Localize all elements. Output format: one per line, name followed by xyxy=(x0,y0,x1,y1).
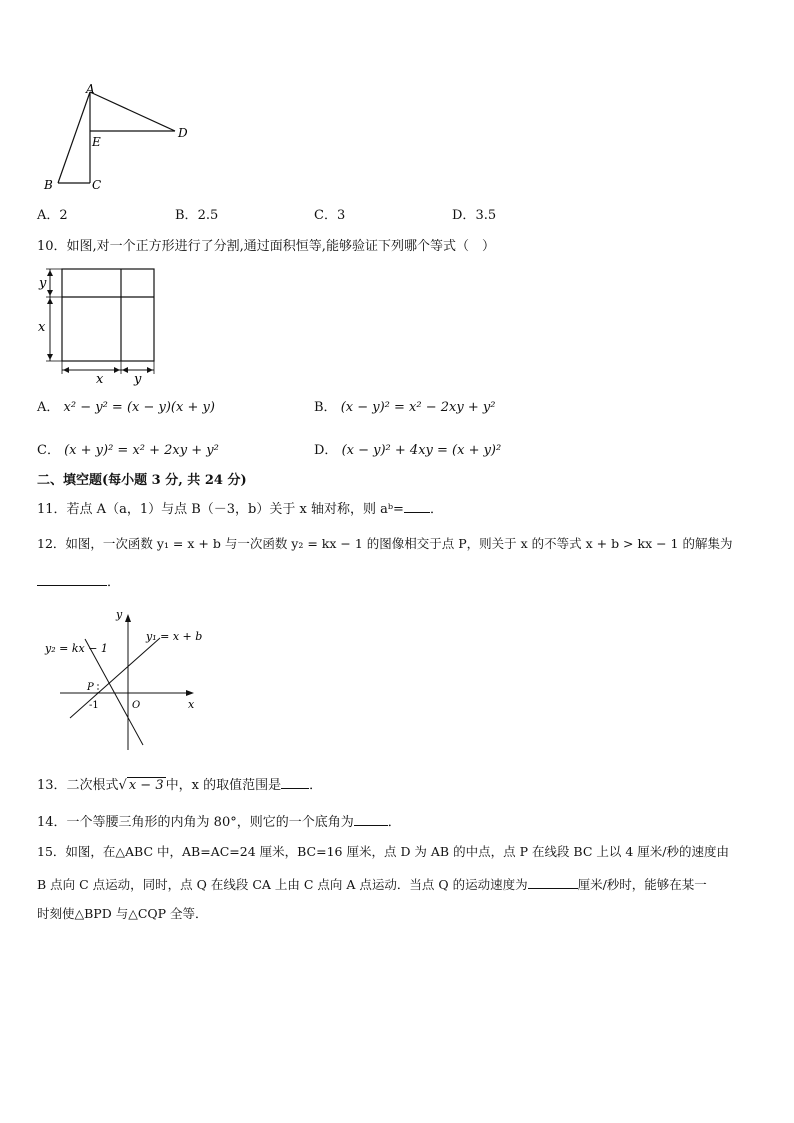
line1-label: y₁ = x + b xyxy=(146,630,203,643)
q12-graph-figure xyxy=(40,604,210,754)
q15-line-1: 15．如图，在△ABC 中，AB=AC=24 厘米，BC=16 厘米，点 D 为 AB 的中点，点 P 在线段 BC 上以 4 厘米/秒的速度由 xyxy=(37,844,729,859)
q10-stem: 10．如图,对一个正方形进行了分割,通过面积恒等,能够验证下列哪个等式（ ） xyxy=(37,239,495,254)
label-B: B xyxy=(44,178,53,192)
q13-radicand: x − 3 xyxy=(128,778,164,793)
q9-figure xyxy=(30,80,200,198)
q10-option-d: D． (x − y)² + 4xy = (x + y)² xyxy=(314,443,502,458)
q15-answer-blank[interactable] xyxy=(528,874,578,889)
q14-answer-blank[interactable] xyxy=(354,811,388,826)
line2-label: y₂ = kx − 1 xyxy=(45,642,108,655)
q10-option-a: A． x² − y² = (x − y)(x + y) xyxy=(37,400,215,415)
q9-option-c: C．3 xyxy=(314,208,346,223)
q10-option-c: C． (x + y)² = x² + 2xy + y² xyxy=(37,443,219,458)
neg-one-label: -1 xyxy=(89,700,99,711)
dim-x-left: x xyxy=(38,320,46,335)
section-title: 二、填空题(每小题 3 分, 共 24 分) xyxy=(37,473,247,488)
q12-answer-row: ． xyxy=(37,571,120,592)
label-E: E xyxy=(92,135,101,149)
q12-stem: 12．如图，一次函数 y₁ = x + b 与一次函数 y₂ = kx − 1 的图像相交于点 P，则关于 x 的不等式 x + b > kx − 1 的解集为 xyxy=(37,536,733,551)
origin-label: O xyxy=(132,700,141,711)
label-A: A xyxy=(86,82,95,96)
y-axis-label: y xyxy=(116,608,123,621)
q11-answer-blank[interactable] xyxy=(404,498,430,513)
point-p-label: P xyxy=(87,682,94,693)
q11-stem: 11．若点 A（a，1）与点 B（－3，b）关于 x 轴对称，则 aᵇ= ． xyxy=(37,498,443,519)
q13-stem: 13．二次根式√ x − 3 中，x 的取值范围是 ． xyxy=(37,774,322,795)
q10-option-b: B． (x − y)² = x² − 2xy + y² xyxy=(314,400,496,415)
sqrt-symbol: √ xyxy=(118,778,127,793)
x-axis-label: x xyxy=(188,698,195,711)
q14-stem: 14．一个等腰三角形的内角为 80°，则它的一个底角为 ． xyxy=(37,811,401,832)
q10-square-figure xyxy=(30,262,170,386)
label-D: D xyxy=(178,126,188,140)
q9-option-d: D．3.5 xyxy=(452,208,497,223)
q9-option-b: B．2.5 xyxy=(175,208,219,223)
q13-answer-blank[interactable] xyxy=(281,774,309,789)
dim-x-bottom: x xyxy=(96,372,104,386)
q15-line-3: 时刻使△BPD 与△CQP 全等． xyxy=(37,906,208,921)
q9-option-a: A．2 xyxy=(37,208,68,223)
label-C: C xyxy=(92,178,102,192)
q12-answer-blank[interactable] xyxy=(37,571,107,586)
dim-y-left: y xyxy=(39,276,47,291)
q15-line-2: B 点向 C 点运动，同时，点 Q 在线段 CA 上由 C 点向 A 点运动．当点 Q 的运动速度为 厘米/秒时，能够在某一 xyxy=(37,874,707,894)
dim-y-bottom: y xyxy=(134,372,142,386)
